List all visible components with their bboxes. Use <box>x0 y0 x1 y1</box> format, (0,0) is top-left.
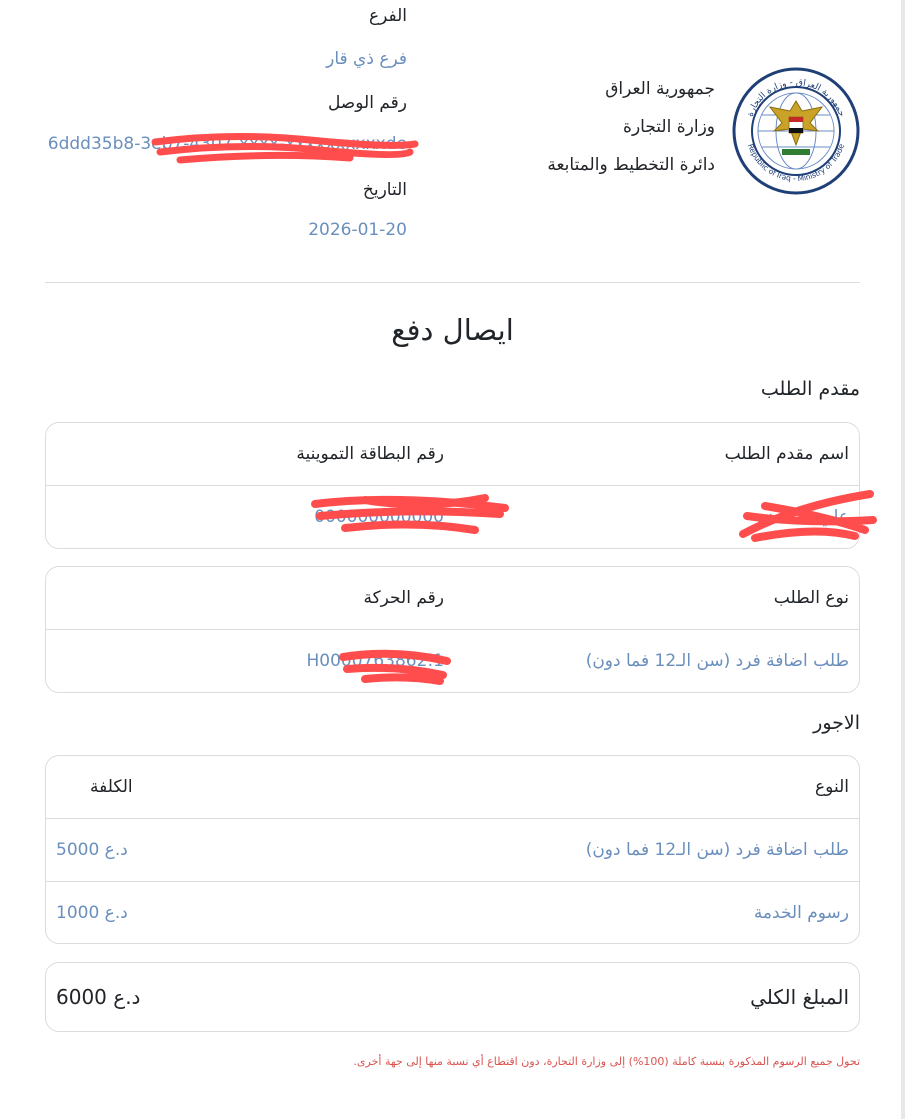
ration-card-value: 000000000000 <box>314 507 444 527</box>
fee-type-value: طلب اضافة فرد (سن الـ12 فما دون) <box>585 840 849 860</box>
col-applicant-name: اسم مقدم الطلب <box>724 444 849 464</box>
movement-number-value: H0000763862:1 <box>306 651 444 671</box>
total-label: المبلغ الكلي <box>750 985 849 1009</box>
ministry-header <box>547 70 715 184</box>
table-header-row <box>46 567 859 630</box>
ministry-logo <box>732 67 860 195</box>
logo-text-bottom: Republic of Iraq - Ministry of Trade <box>746 142 846 184</box>
fee-type-value: رسوم الخدمة <box>753 903 849 923</box>
total-value: 6000 د.ع <box>56 985 141 1009</box>
date-value: 2026-01-20 <box>308 220 407 240</box>
total-row <box>46 963 859 1031</box>
col-ration-card: رقم البطاقة التموينية <box>296 444 444 464</box>
receipt-number-value: 6ddd35b8-3eb7-4307-xxxx-xxxxxxxxxxde <box>47 134 407 154</box>
applicant-table <box>45 422 860 549</box>
header-divider <box>45 282 860 283</box>
page-edge <box>901 0 905 1119</box>
branch-label: الفرع <box>368 6 407 26</box>
col-request-type: نوع الطلب <box>773 588 849 608</box>
col-movement-number: رقم الحركة <box>363 588 444 608</box>
ministry-line-2: وزارة التجارة <box>623 117 715 137</box>
request-type-value: طلب اضافة فرد (سن الـ12 فما دون) <box>585 651 849 671</box>
fees-section-heading: الاجور <box>813 712 860 734</box>
table-row <box>46 819 859 882</box>
fees-transfer-note: تحول جميع الرسوم المذكورة بنسبة كاملة (100%) إلى وزارة التجارة، دون اقتطاع أي نسبة منها إلى جهة أخرى. <box>353 1055 860 1068</box>
fee-cost-value: 5000 د.ع <box>56 840 128 860</box>
total-card <box>45 962 860 1032</box>
page-title: ايصال دفع <box>391 313 514 347</box>
table-row <box>46 882 859 944</box>
ministry-line-1: جمهورية العراق <box>605 79 715 99</box>
table-header-row <box>46 756 859 819</box>
applicant-section-heading: مقدم الطلب <box>760 378 860 400</box>
logo-text-top: جمهورية العراق - وزارة التجارة <box>745 77 847 119</box>
ministry-line-3: دائرة التخطيط والمتابعة <box>547 155 715 175</box>
table-header-row <box>46 423 859 486</box>
date-label: التاريخ <box>362 180 407 200</box>
receipt-number-label: رقم الوصل <box>327 93 407 113</box>
applicant-name-value: علي ... عدنم <box>756 507 849 527</box>
col-fee-cost: الكلفة <box>90 777 133 797</box>
fees-table <box>45 755 860 944</box>
branch-value: فرع ذي قار <box>326 49 407 69</box>
table-row <box>46 630 859 692</box>
table-row <box>46 486 859 548</box>
request-table <box>45 566 860 693</box>
col-fee-type: النوع <box>815 777 849 797</box>
fee-cost-value: 1000 د.ع <box>56 903 128 923</box>
